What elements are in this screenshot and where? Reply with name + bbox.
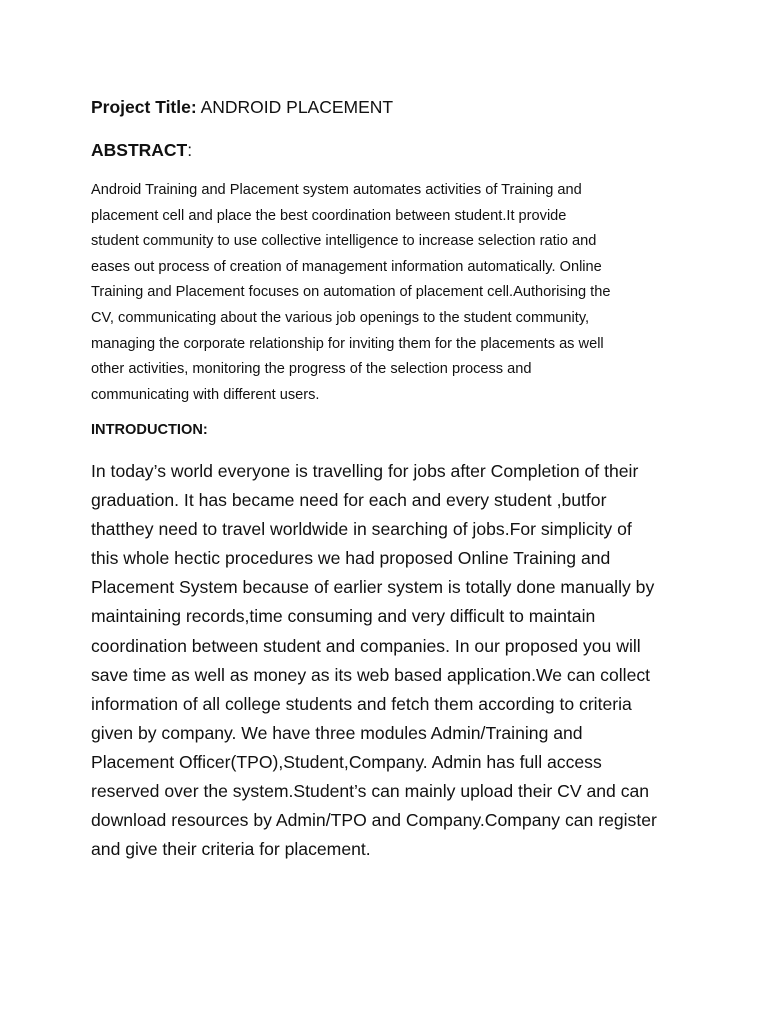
- project-title-label: Project Title:: [91, 97, 197, 117]
- abstract-line: CV, communicating about the various job openings to the student community,: [91, 309, 590, 326]
- abstract-heading-colon: :: [187, 140, 193, 160]
- introduction-line: this whole hectic procedures we had proposed Online Training and: [91, 548, 611, 569]
- introduction-line: information of all college students and fetch them according to criteria: [91, 693, 632, 714]
- introduction-line: Placement System because of earlier system is totally done manually by: [91, 577, 655, 598]
- introduction-paragraph: [91, 457, 711, 864]
- introduction-line: given by company. We have three modules Admin/Training and: [91, 722, 583, 743]
- introduction-line: In today’s world everyone is travelling for jobs after Completion of their: [91, 461, 639, 481]
- introduction-line: reserved over the system.Student’s can mainly upload their CV and can: [91, 781, 650, 802]
- abstract-line: Android Training and Placement system automates activities of Training and: [91, 182, 582, 198]
- abstract-line: communicating with different users.: [91, 386, 320, 403]
- abstract-line: Training and Placement focuses on automation of placement cell.Authorising the: [91, 284, 611, 301]
- introduction-line: and give their criteria for placement.: [91, 839, 371, 860]
- project-title: [91, 95, 393, 119]
- abstract-line: managing the corporate relationship for inviting them for the placements as well: [91, 335, 604, 352]
- abstract-line: student community to use collective intelligence to increase selection ratio and: [91, 233, 597, 250]
- abstract-heading-label: ABSTRACT: [91, 140, 188, 160]
- abstract-paragraph: [91, 178, 691, 408]
- abstract-line: placement cell and place the best coordination between student.It provide: [91, 207, 567, 224]
- introduction-line: maintaining records,time consuming and very difficult to maintain: [91, 606, 596, 627]
- introduction-line: coordination between student and companies. In our proposed you will: [91, 635, 641, 656]
- introduction-line: Placement Officer(TPO),Student,Company. Admin has full access: [91, 751, 602, 772]
- project-title-value: ANDROID PLACEMENT: [196, 97, 394, 117]
- abstract-line: other activities, monitoring the progress of the selection process and: [91, 361, 532, 378]
- introduction-line: save time as well as money as its web based application.We can collect: [91, 664, 651, 685]
- abstract-heading: [91, 138, 192, 162]
- introduction-line: graduation. It has became need for each and every student ,butfor: [91, 490, 607, 511]
- introduction-line: download resources by Admin/TPO and Company.Company can register: [91, 810, 657, 831]
- introduction-heading: INTRODUCTION:: [91, 422, 208, 438]
- introduction-line: thatthey need to travel worldwide in searching of jobs.For simplicity of: [91, 519, 632, 540]
- abstract-line: eases out process of creation of management information automatically. Online: [91, 258, 602, 275]
